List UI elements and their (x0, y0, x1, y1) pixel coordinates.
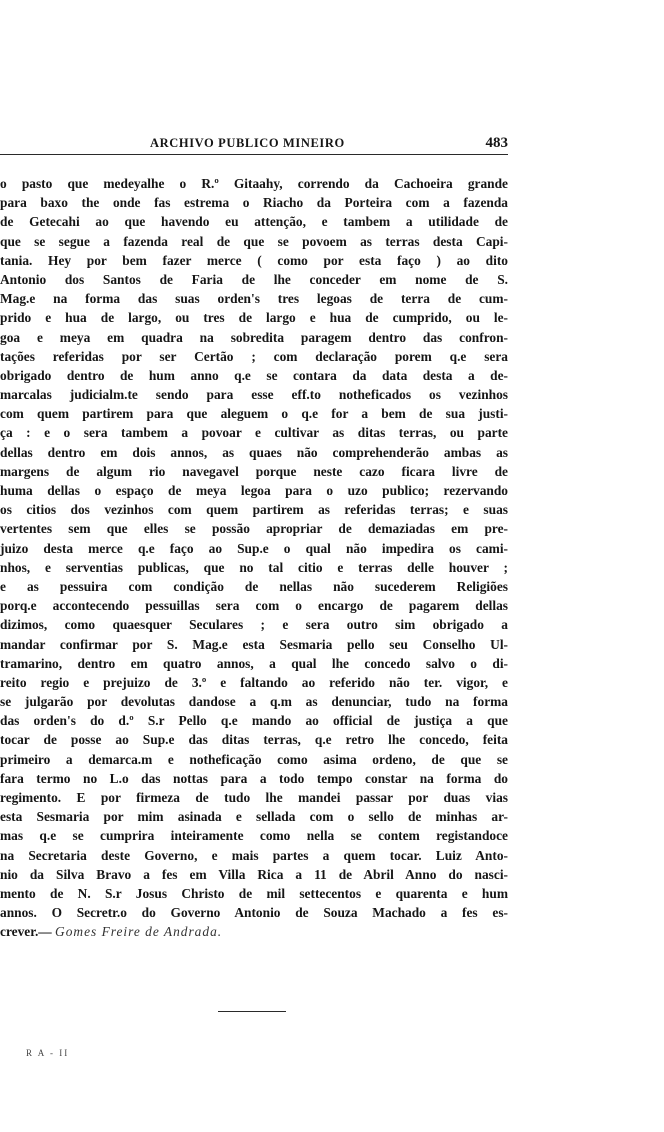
text-line: nio da Silva Bravo a fes em Villa Rica a 11 de Abril Anno do nasci- (0, 866, 508, 882)
text-line: juizo desta merce q.e faço ao Sup.e o qual não impedira os cami- (0, 540, 508, 556)
page-header (0, 136, 508, 156)
text-line: fara termo no L.o das nottas para a todo tempo constar na forma do (0, 770, 508, 786)
text-line: com quem partirem para que aleguem o q.e for a bem de sua justi- (0, 406, 508, 422)
text-line: para baxo the onde fas estrema o Riacho da Porteira com a fazenda (0, 195, 508, 211)
text-line: primeiro a demarca.m e notheficação como asima ordeno, de que se (0, 751, 508, 767)
text-line: prido e hua de largo, ou tres de largo e hua de cumprido, ou le- (0, 310, 508, 326)
text-line: o pasto que medeyalhe o R.º Gitaahy, correndo da Cachoeira grande (0, 176, 508, 191)
text-line: e as pessuira com condição de nellas não sucederem Religiões (0, 578, 508, 594)
page-number: 483 (485, 135, 508, 151)
text-line: mas q.e se cumprira inteiramente como nella se contem registandoce (0, 828, 508, 844)
text-line: reito regio e prejuizo de 3.º e faltando ao referido não ter. vigor, e (0, 674, 508, 690)
text-line: porq.e accontecendo pessuillas sera com o encargo de pagarem dellas (0, 598, 508, 614)
text-line: Antonio dos Santos de Faria de lhe conceder em nome de S. (0, 271, 508, 287)
text-line: obrigado dentro de hum anno q.e se contara da data desta a de- (0, 367, 508, 383)
running-head: ARCHIVO PUBLICO MINEIRO (150, 136, 345, 150)
text-line: marcalas judicialm.te sendo para esse eff.to notheficados os vezinhos (0, 387, 508, 403)
end-rule (218, 1011, 286, 1012)
text-line: tania. Hey por bem fazer merce ( como por esta faço ) ao dito (0, 252, 508, 268)
text-line: se julgarão por devolutas dandose a q.m as denunciar, tudo na forma (0, 694, 508, 710)
text-line: Mag.e na forma das suas orden's tres legoas de terra de cum- (0, 291, 508, 307)
text-line: goa e meya em quadra na sobredita paragem dentro das confron- (0, 329, 508, 345)
document-body (0, 174, 508, 942)
text-line: nhos, e serventias publicas, que no tal citio e terras delle houver ; (0, 559, 508, 575)
signature-mark: R A - II (26, 1048, 70, 1058)
text-line: tocar de posse ao Sup.e das ditas terras, q.e retro lhe concedo, feita (0, 732, 508, 748)
text-line: das orden's do d.º S.r Pello q.e mando ao official de justiça a que (0, 713, 508, 729)
text-line: na Secretaria deste Governo, e mais partes a quem tocar. Luiz Anto- (0, 847, 508, 863)
text-line: mento de N. S.r Josus Christo de mil settecentos e quarenta e hum (0, 885, 508, 901)
text-line: dizimos, como quaesquer Seculares ; e sera outro sim obrigado a (0, 617, 508, 633)
text-line: huma dellas o espaço de meya legoa para o uzo publico; rezervando (0, 483, 508, 498)
text-line: vertentes sem que elles se possão apropriar de demaziadas em pre- (0, 521, 508, 537)
text-line: ça : e o sera tambem a povoar e cultivar as ditas terras, ou parte (0, 425, 508, 441)
text-line: margens de algum rio navegavel porque neste cazo ficara livre de (0, 463, 508, 479)
header-rule (0, 154, 508, 155)
closing-text: crever.— (0, 924, 52, 940)
text-line: annos. O Secretr.o do Governo Antonio de Souza Machado a fes es- (0, 905, 508, 921)
text-line: de Getecahi ao que havendo eu attenção, e tambem a utilidade de (0, 214, 508, 230)
text-line: os citios dos vezinhos com quem partirem as referidas terras; e suas (0, 502, 508, 518)
signature-text: Gomes Freire de Andrada. (55, 924, 223, 940)
text-line: esta Sesmaria por mim asinada e sellada com o sello de minhas ar- (0, 809, 508, 825)
text-line: dellas dentro em dois annos, as quaes não comprehenderão ambas as (0, 444, 508, 460)
text-line: tações referidas por ser Certão ; com declaração porem q.e sera (0, 348, 508, 364)
text-line: regimento. E por firmeza de tudo lhe mandei passar por duas vias (0, 790, 508, 805)
text-line: mandar confirmar por S. Mag.e esta Sesmaria pello seu Conselho Ul- (0, 636, 508, 652)
closing-line (0, 922, 508, 941)
text-line: que se segue a fazenda real de que se povoem as terras desta Capi- (0, 233, 508, 249)
text-line: tramarino, dentro em quatro annos, a qual lhe concedo salvo o di- (0, 655, 508, 671)
